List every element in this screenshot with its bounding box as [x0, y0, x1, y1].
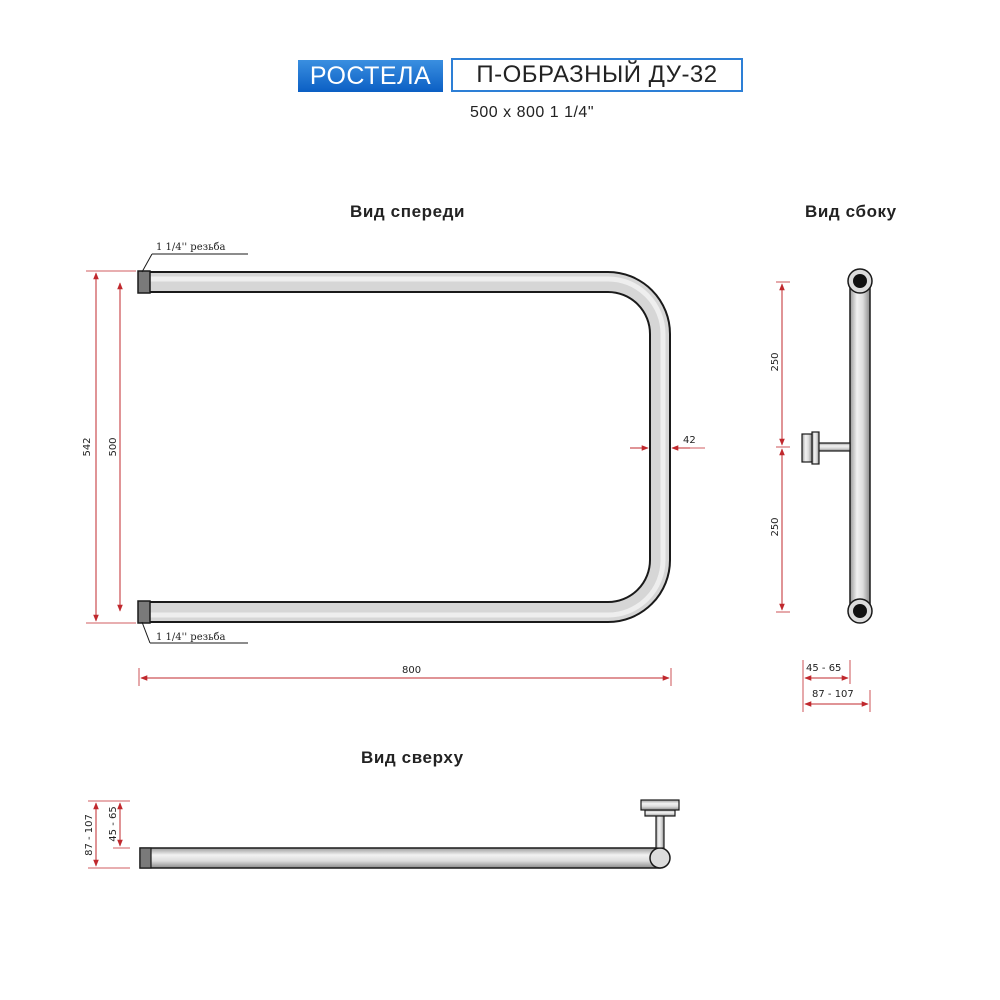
top-thread-end [138, 271, 150, 293]
dimension-width [139, 665, 671, 686]
model-title: П-ОБРАЗНЫЙ ДУ-32 [451, 58, 743, 92]
side-view-pipe [802, 269, 872, 623]
outer-height-value: 542 [82, 437, 93, 457]
width-value: 800 [402, 665, 422, 676]
thread-callout-bottom [142, 622, 248, 643]
thread-callout-top [142, 242, 248, 272]
dimension-inner-height [108, 283, 120, 611]
top-depth-small-value: 45 - 65 [108, 806, 119, 842]
size-spec: 500 x 800 1 1/4" [470, 104, 594, 121]
top-bracket-flange [645, 810, 675, 816]
dimension-top-depth [84, 801, 130, 868]
top-view-thread-end [140, 848, 151, 868]
side-view-heading: Вид сбоку [805, 202, 897, 221]
top-view-heading: Вид сверху [361, 748, 464, 767]
dimension-side-depth [803, 660, 870, 712]
brand-label: РОСТЕЛА [298, 60, 443, 92]
side-depth-large-value: 87 - 107 [812, 689, 854, 700]
inner-height-value: 500 [108, 437, 119, 457]
dimension-side-vertical [770, 282, 790, 612]
top-bracket-stem [656, 815, 664, 848]
side-bracket-flange [812, 432, 819, 464]
top-depth-large-value: 87 - 107 [84, 814, 95, 856]
top-view-pipe [140, 800, 679, 868]
side-depth-small-value: 45 - 65 [806, 663, 842, 674]
thread-label-top: 1 1/4'' резьба [156, 242, 226, 253]
front-view-heading: Вид спереди [350, 202, 466, 221]
front-view-pipe [138, 271, 663, 623]
side-bracket-plate [802, 434, 812, 462]
side-lower-value: 250 [770, 517, 781, 537]
side-upper-value: 250 [770, 352, 781, 372]
top-bracket-plate [641, 800, 679, 810]
pipe-diameter-value: 42 [683, 435, 696, 446]
bottom-thread-end [138, 601, 150, 623]
side-bracket-stem [818, 443, 850, 451]
thread-label-bottom: 1 1/4'' резьба [156, 632, 226, 643]
